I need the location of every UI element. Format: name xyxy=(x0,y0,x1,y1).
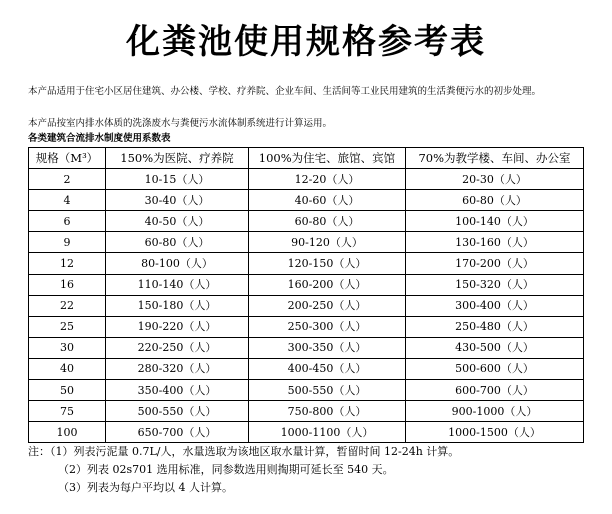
table-cell: 100-140（人） xyxy=(406,211,584,232)
table-row xyxy=(29,253,584,274)
table-cell: 30-40（人） xyxy=(106,190,249,211)
table-cell: 1000-1500（人） xyxy=(406,422,584,443)
table-header-row xyxy=(29,148,584,169)
table-cell: 22 xyxy=(29,295,106,316)
table-cell: 430-500（人） xyxy=(406,337,584,358)
table-row xyxy=(29,422,584,443)
table-cell: 200-250（人） xyxy=(249,295,406,316)
table-row xyxy=(29,295,584,316)
spec-table xyxy=(28,147,584,443)
table-cell: 280-320（人） xyxy=(106,358,249,379)
table-cell: 190-220（人） xyxy=(106,316,249,337)
table-cell: 10-15（人） xyxy=(106,169,249,190)
table-row xyxy=(29,380,584,401)
table-cell: 6 xyxy=(29,211,106,232)
note-2: （2）列表 02s701 选用标准，同参数选用则掏期可延长至 540 天。 xyxy=(58,463,394,476)
table-row xyxy=(29,274,584,295)
intro-paragraph-2: 本产品按室内排水体质的洗涤废水与粪便污水流体制系统进行计算运用。 xyxy=(28,118,333,129)
table-cell: 9 xyxy=(29,232,106,253)
table-cell: 750-800（人） xyxy=(249,401,406,422)
table-cell: 150-180（人） xyxy=(106,295,249,316)
table-cell: 75 xyxy=(29,401,106,422)
table-row xyxy=(29,190,584,211)
table-row xyxy=(29,358,584,379)
note-text: （1）列表污泥量 0.7L/人，水量选取为该地区取水量计算，暂留时间 12-24h 计算。 xyxy=(50,445,460,458)
table-cell: 1000-1100（人） xyxy=(249,422,406,443)
header-office: 70%为教学楼、车间、办公室 xyxy=(406,148,584,169)
note-1 xyxy=(28,443,598,461)
table-cell: 16 xyxy=(29,274,106,295)
table-cell: 150-320（人） xyxy=(406,274,584,295)
table-cell: 4 xyxy=(29,190,106,211)
table-cell: 50 xyxy=(29,380,106,401)
table-subheading: 各类建筑合流排水制度使用系数表 xyxy=(28,133,171,144)
table-cell: 20-30（人） xyxy=(406,169,584,190)
table-cell: 400-450（人） xyxy=(249,358,406,379)
table-cell: 120-150（人） xyxy=(249,253,406,274)
table-cell: 60-80（人） xyxy=(249,211,406,232)
intro-paragraph-1: 本产品适用于住宅小区居住建筑、办公楼、学校、疗养院、企业车间、生活间等工业民用建筑的生活粪便污水的初步处理。 xyxy=(28,86,542,97)
table-cell: 60-80（人） xyxy=(406,190,584,211)
table-cell: 350-400（人） xyxy=(106,380,249,401)
header-residential: 100%为住宅、旅馆、宾馆 xyxy=(249,148,406,169)
table-cell: 110-140（人） xyxy=(106,274,249,295)
table-cell: 220-250（人） xyxy=(106,337,249,358)
notes xyxy=(28,443,598,497)
table-cell: 300-350（人） xyxy=(249,337,406,358)
table-cell: 600-700（人） xyxy=(406,380,584,401)
table-cell: 60-80（人） xyxy=(106,232,249,253)
table-cell: 170-200（人） xyxy=(406,253,584,274)
table-cell: 500-600（人） xyxy=(406,358,584,379)
note-3: （3）列表为每户平均以 4 人计算。 xyxy=(58,481,233,494)
table-cell: 160-200（人） xyxy=(249,274,406,295)
table-cell: 40-60（人） xyxy=(249,190,406,211)
table-cell: 500-550（人） xyxy=(249,380,406,401)
table-cell: 650-700（人） xyxy=(106,422,249,443)
table-cell: 900-1000（人） xyxy=(406,401,584,422)
table-cell: 12 xyxy=(29,253,106,274)
page-title: 化粪池使用规格参考表 xyxy=(126,22,486,62)
header-hospital: 150%为医院、疗养院 xyxy=(106,148,249,169)
header-capacity: 规格（M³） xyxy=(29,148,106,169)
table-cell: 80-100（人） xyxy=(106,253,249,274)
table-cell: 40-50（人） xyxy=(106,211,249,232)
table-cell: 300-400（人） xyxy=(406,295,584,316)
table-row xyxy=(29,316,584,337)
table-cell: 250-300（人） xyxy=(249,316,406,337)
table-cell: 12-20（人） xyxy=(249,169,406,190)
table-row xyxy=(29,211,584,232)
table-row xyxy=(29,337,584,358)
table-row xyxy=(29,169,584,190)
table-body xyxy=(29,169,584,443)
table-cell: 100 xyxy=(29,422,106,443)
table-cell: 2 xyxy=(29,169,106,190)
table-cell: 40 xyxy=(29,358,106,379)
table-row xyxy=(29,232,584,253)
table-cell: 25 xyxy=(29,316,106,337)
table-cell: 30 xyxy=(29,337,106,358)
notes-prefix: 注： xyxy=(28,445,50,458)
table-cell: 500-550（人） xyxy=(106,401,249,422)
table-cell: 250-480（人） xyxy=(406,316,584,337)
table-cell: 130-160（人） xyxy=(406,232,584,253)
table-cell: 90-120（人） xyxy=(249,232,406,253)
table-row xyxy=(29,401,584,422)
